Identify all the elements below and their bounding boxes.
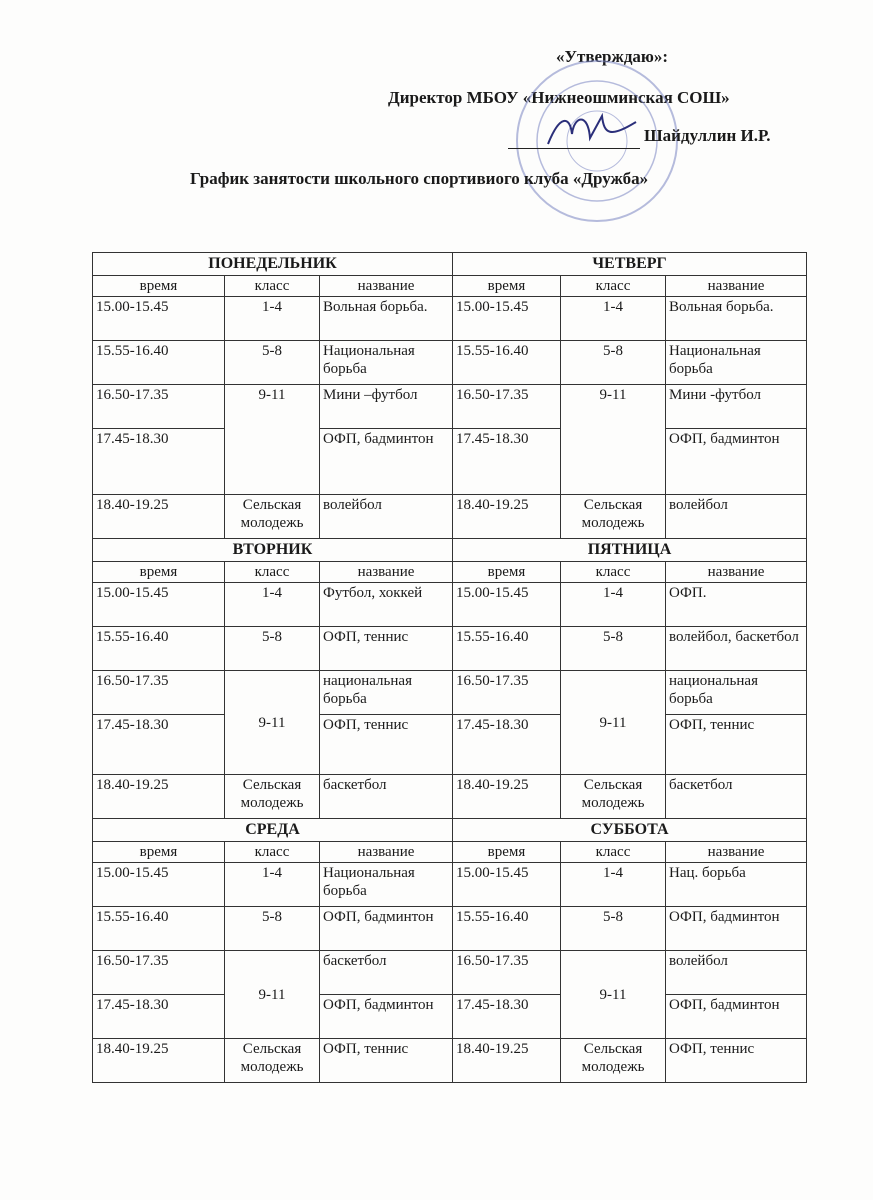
activity-cell: ОФП, бадминтон xyxy=(320,429,453,495)
director-line: Директор МБОУ «Нижнеошминская СОШ» xyxy=(388,88,730,107)
class-cell: 9-11 xyxy=(225,385,320,495)
activity-cell: ОФП, теннис xyxy=(320,1039,453,1083)
class-cell: Сельская молодежь xyxy=(561,1039,666,1083)
activity-cell: национальная борьба xyxy=(320,671,453,715)
time-cell: 15.55-16.40 xyxy=(93,627,225,671)
class-cell: 5-8 xyxy=(561,907,666,951)
time-cell: 15.55-16.40 xyxy=(93,907,225,951)
column-header-time: время xyxy=(93,562,225,583)
class-cell: 1-4 xyxy=(225,297,320,341)
table-row xyxy=(93,297,807,341)
table-row xyxy=(93,1039,807,1083)
table-row xyxy=(93,951,807,995)
time-cell: 15.00-15.45 xyxy=(93,863,225,907)
column-header-class: класс xyxy=(561,842,666,863)
day-title: ВТОРНИК xyxy=(93,539,453,562)
activity-cell: волейбол xyxy=(320,495,453,539)
day-title: СУББОТА xyxy=(453,819,807,842)
activity-cell: Национальная борьба xyxy=(320,863,453,907)
column-header-name: название xyxy=(320,842,453,863)
time-cell: 16.50-17.35 xyxy=(453,951,561,995)
activity-cell: баскетбол xyxy=(320,775,453,819)
time-cell: 16.50-17.35 xyxy=(93,671,225,715)
column-header-name: название xyxy=(666,276,807,297)
table-row xyxy=(93,907,807,951)
table-row xyxy=(93,863,807,907)
time-cell: 18.40-19.25 xyxy=(93,495,225,539)
class-cell: 9-11 xyxy=(225,951,320,1039)
column-header-time: время xyxy=(453,842,561,863)
activity-cell: ОФП, бадминтон xyxy=(320,995,453,1039)
column-header-name: название xyxy=(320,276,453,297)
activity-cell: волейбол xyxy=(666,495,807,539)
column-header-name: название xyxy=(320,562,453,583)
column-header-class: класс xyxy=(225,276,320,297)
day-title: ПЯТНИЦА xyxy=(453,539,807,562)
time-cell: 18.40-19.25 xyxy=(93,775,225,819)
class-cell: 9-11 xyxy=(561,385,666,495)
activity-cell: национальная борьба xyxy=(666,671,807,715)
activity-cell: Футбол, хоккей xyxy=(320,583,453,627)
time-cell: 15.00-15.45 xyxy=(453,863,561,907)
column-header-row xyxy=(93,562,807,583)
class-cell: Сельская молодежь xyxy=(225,495,320,539)
signature-line xyxy=(508,148,640,149)
time-cell: 16.50-17.35 xyxy=(453,671,561,715)
column-header-row xyxy=(93,842,807,863)
day-header-row xyxy=(93,539,807,562)
day-title: СРЕДА xyxy=(93,819,453,842)
activity-cell: ОФП, бадминтон xyxy=(666,995,807,1039)
table-row xyxy=(93,671,807,715)
class-cell: 1-4 xyxy=(561,863,666,907)
document-title: График занятости школьного спортивиого клуба «Дружба» xyxy=(190,169,649,188)
time-cell: 15.55-16.40 xyxy=(93,341,225,385)
class-cell: Сельская молодежь xyxy=(561,775,666,819)
column-header-class: класс xyxy=(561,276,666,297)
approval-heading: «Утверждаю»: xyxy=(556,47,669,66)
activity-cell: Мини –футбол xyxy=(320,385,453,429)
class-cell: 5-8 xyxy=(561,341,666,385)
column-header-class: класс xyxy=(225,842,320,863)
class-cell: 5-8 xyxy=(225,907,320,951)
column-header-time: время xyxy=(93,276,225,297)
director-signature xyxy=(540,104,640,154)
column-header-class: класс xyxy=(225,562,320,583)
table-row xyxy=(93,715,807,775)
column-header-time: время xyxy=(453,276,561,297)
day-title: ПОНЕДЕЛЬНИК xyxy=(93,253,453,276)
column-header-name: название xyxy=(666,562,807,583)
table-row xyxy=(93,385,807,429)
class-cell: 9-11 xyxy=(561,951,666,1039)
class-cell: Сельская молодежь xyxy=(225,1039,320,1083)
activity-cell: баскетбол xyxy=(320,951,453,995)
day-header-row xyxy=(93,819,807,842)
day-header-row xyxy=(93,253,807,276)
day-title: ЧЕТВЕРГ xyxy=(453,253,807,276)
time-cell: 15.00-15.45 xyxy=(93,297,225,341)
activity-cell: ОФП, теннис xyxy=(666,715,807,775)
table-row xyxy=(93,429,807,495)
table-row xyxy=(93,495,807,539)
activity-cell: ОФП, теннис xyxy=(320,715,453,775)
class-cell: 5-8 xyxy=(225,341,320,385)
activity-cell: ОФП, бадминтон xyxy=(320,907,453,951)
time-cell: 18.40-19.25 xyxy=(453,775,561,819)
class-cell: 5-8 xyxy=(561,627,666,671)
time-cell: 15.55-16.40 xyxy=(453,907,561,951)
activity-cell: баскетбол xyxy=(666,775,807,819)
class-cell: 1-4 xyxy=(561,583,666,627)
signatory-name: Шайдуллин И.Р. xyxy=(644,126,771,145)
class-cell: 5-8 xyxy=(225,627,320,671)
activity-cell: волейбол xyxy=(666,951,807,995)
activity-cell: ОФП, бадминтон xyxy=(666,907,807,951)
time-cell: 18.40-19.25 xyxy=(453,495,561,539)
activity-cell: Национальная борьба xyxy=(320,341,453,385)
table-row xyxy=(93,995,807,1039)
activity-cell: Национальная борьба xyxy=(666,341,807,385)
table-row xyxy=(93,627,807,671)
time-cell: 17.45-18.30 xyxy=(93,715,225,775)
time-cell: 16.50-17.35 xyxy=(453,385,561,429)
activity-cell: ОФП. xyxy=(666,583,807,627)
time-cell: 18.40-19.25 xyxy=(453,1039,561,1083)
class-cell: Сельская молодежь xyxy=(225,775,320,819)
time-cell: 15.00-15.45 xyxy=(453,297,561,341)
activity-cell: Нац. борьба xyxy=(666,863,807,907)
class-cell: 9-11 xyxy=(561,671,666,775)
time-cell: 17.45-18.30 xyxy=(453,429,561,495)
activity-cell: ОФП, теннис xyxy=(320,627,453,671)
class-cell: 1-4 xyxy=(225,863,320,907)
time-cell: 17.45-18.30 xyxy=(453,715,561,775)
column-header-time: время xyxy=(93,842,225,863)
time-cell: 15.00-15.45 xyxy=(453,583,561,627)
activity-cell: ОФП, бадминтон xyxy=(666,429,807,495)
class-cell: Сельская молодежь xyxy=(561,495,666,539)
time-cell: 17.45-18.30 xyxy=(93,995,225,1039)
time-cell: 18.40-19.25 xyxy=(93,1039,225,1083)
activity-cell: ОФП, теннис xyxy=(666,1039,807,1083)
activity-cell: Вольная борьба. xyxy=(320,297,453,341)
time-cell: 16.50-17.35 xyxy=(93,385,225,429)
column-header-class: класс xyxy=(561,562,666,583)
schedule-table xyxy=(92,252,807,1083)
time-cell: 15.55-16.40 xyxy=(453,341,561,385)
table-row xyxy=(93,341,807,385)
table-row xyxy=(93,583,807,627)
activity-cell: Мини -футбол xyxy=(666,385,807,429)
activity-cell: волейбол, баскетбол xyxy=(666,627,807,671)
class-cell: 9-11 xyxy=(225,671,320,775)
activity-cell: Вольная борьба. xyxy=(666,297,807,341)
time-cell: 15.55-16.40 xyxy=(453,627,561,671)
column-header-row xyxy=(93,276,807,297)
column-header-time: время xyxy=(453,562,561,583)
time-cell: 15.00-15.45 xyxy=(93,583,225,627)
time-cell: 16.50-17.35 xyxy=(93,951,225,995)
class-cell: 1-4 xyxy=(561,297,666,341)
class-cell: 1-4 xyxy=(225,583,320,627)
time-cell: 17.45-18.30 xyxy=(93,429,225,495)
time-cell: 17.45-18.30 xyxy=(453,995,561,1039)
table-row xyxy=(93,775,807,819)
column-header-name: название xyxy=(666,842,807,863)
